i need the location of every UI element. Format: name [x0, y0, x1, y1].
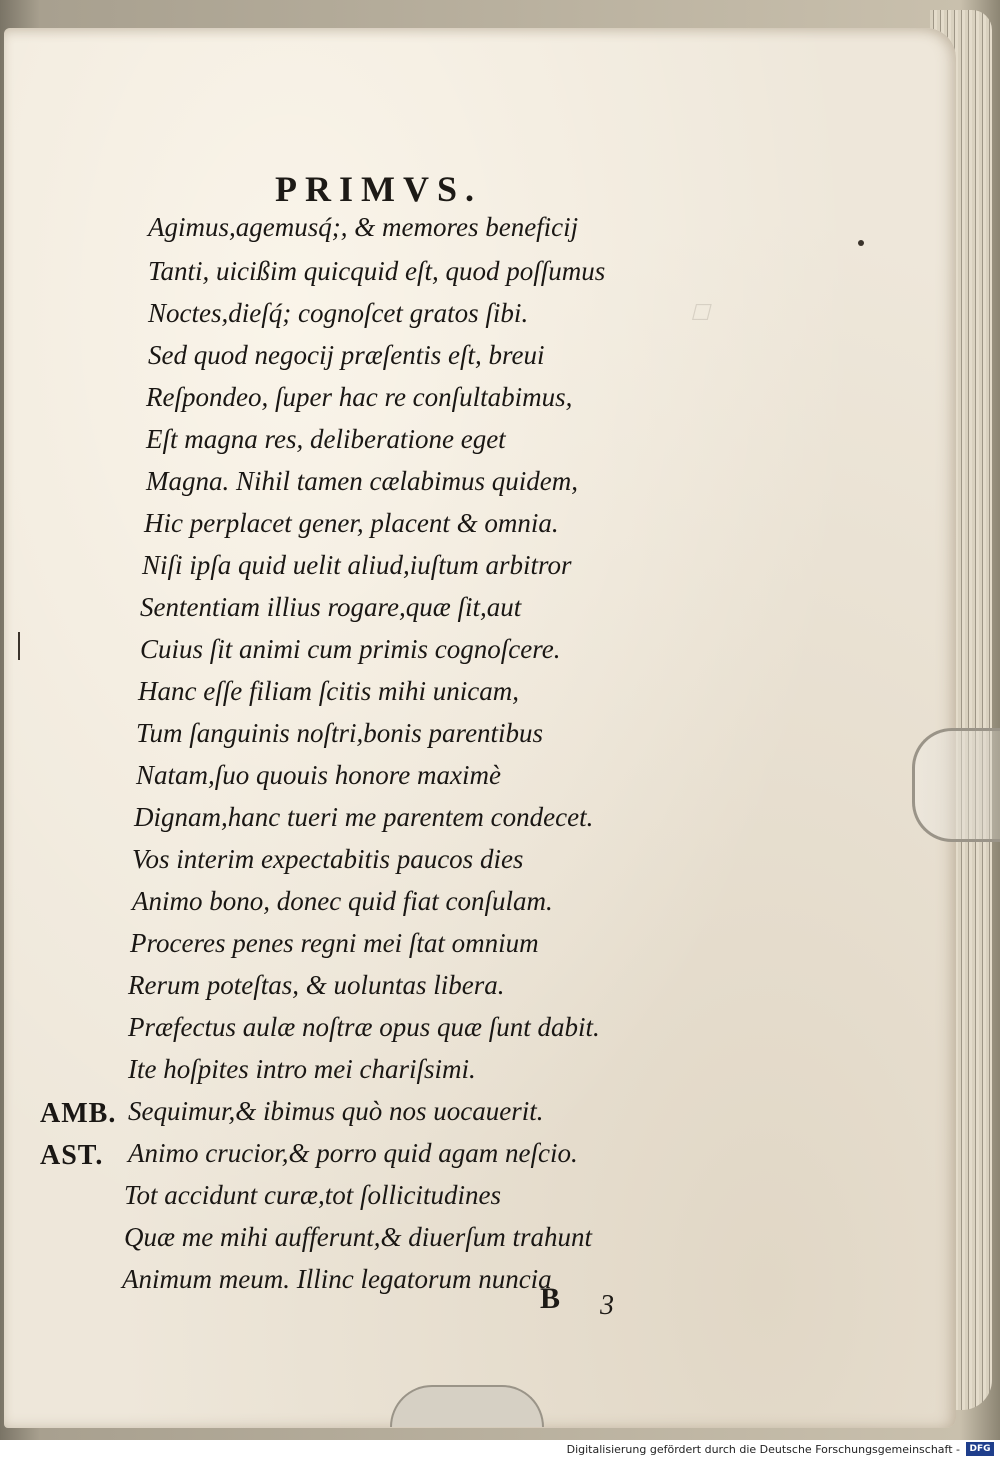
verse-line: Eſt magna res, deliberatione eget [146, 424, 506, 454]
verse-line: Magna. Nihil tamen cælabimus quidem, [146, 466, 578, 496]
ink-dot [858, 240, 864, 246]
verse-line: Natam,ſuo quouis honore maximè [136, 760, 501, 790]
speaker-label: AST. [40, 1140, 104, 1171]
verse-line: Dignam,hanc tueri me parentem condecet. [134, 802, 594, 832]
verse-line: Sententiam illius rogare,quæ ſit,aut [140, 592, 522, 622]
verse-line: Agimus,agemusq́;, & memores beneficij [148, 212, 579, 242]
verse-line: Reſpondeo, ſuper hac re conſultabimus, [146, 382, 573, 412]
verse-line: Noctes,dieſq́; cognoſcet gratos ſibi. [148, 298, 529, 328]
speaker-label: AMB. [40, 1098, 117, 1129]
signature-mark: B [540, 1282, 561, 1315]
verse-line: Tanti, uicißim quicquid eſt, quod poſſumus [148, 256, 606, 286]
verse-line: Niſi ipſa quid uelit aliud,iuſtum arbitror [142, 550, 572, 580]
verse-line: Hanc eſſe filiam ſcitis mihi unicam, [138, 676, 519, 706]
verse-line: Præfectus aulæ noſtræ opus quæ ſunt dabit. [128, 1012, 600, 1042]
funding-credit: Digitalisierung gefördert durch die Deutsche Forschungsgemeinschaft - [566, 1443, 960, 1456]
verse-line: Ite hoſpites intro mei chariſsimi. [128, 1054, 476, 1084]
bottom-clip [390, 1385, 544, 1427]
verse-line: Hic perplacet gener, placent & omnia. [144, 508, 559, 538]
running-header: PRIMVS. [275, 169, 482, 209]
speech-line: Sequimur,& ibimus quò nos uocauerit. [128, 1096, 544, 1126]
margin-mark [18, 632, 20, 660]
verse-line: Vos interim expectabitis paucos dies [132, 844, 524, 874]
signature-number: 3 [600, 1290, 614, 1321]
verse-line: Tum ſanguinis noſtri,bonis parentibus [136, 718, 544, 748]
verse-line: Sed quod negocij præſentis eſt, breui [148, 340, 545, 370]
verse-line: Quæ me mihi aufferunt,& diuerſum trahunt [124, 1222, 592, 1252]
show-through: ☐ [690, 300, 710, 325]
verse-line: Tot accidunt curæ,tot ſollicitudines [124, 1180, 501, 1210]
speech-line: Animo crucior,& porro quid agam neſcio. [128, 1138, 578, 1168]
verse-line: Rerum poteſtas, & uoluntas libera. [128, 970, 505, 1000]
dfg-logo: DFG [966, 1442, 994, 1456]
verse-line: Animo bono, donec quid fiat conſulam. [132, 886, 553, 916]
page-clip [912, 728, 1000, 842]
verse-line: Animum meum. Illinc legatorum nuncia [122, 1264, 552, 1294]
verse-line: Cuius ſit animi cum primis cognoſcere. [140, 634, 561, 664]
verse-line: Proceres penes regni mei ſtat omnium [130, 928, 539, 958]
